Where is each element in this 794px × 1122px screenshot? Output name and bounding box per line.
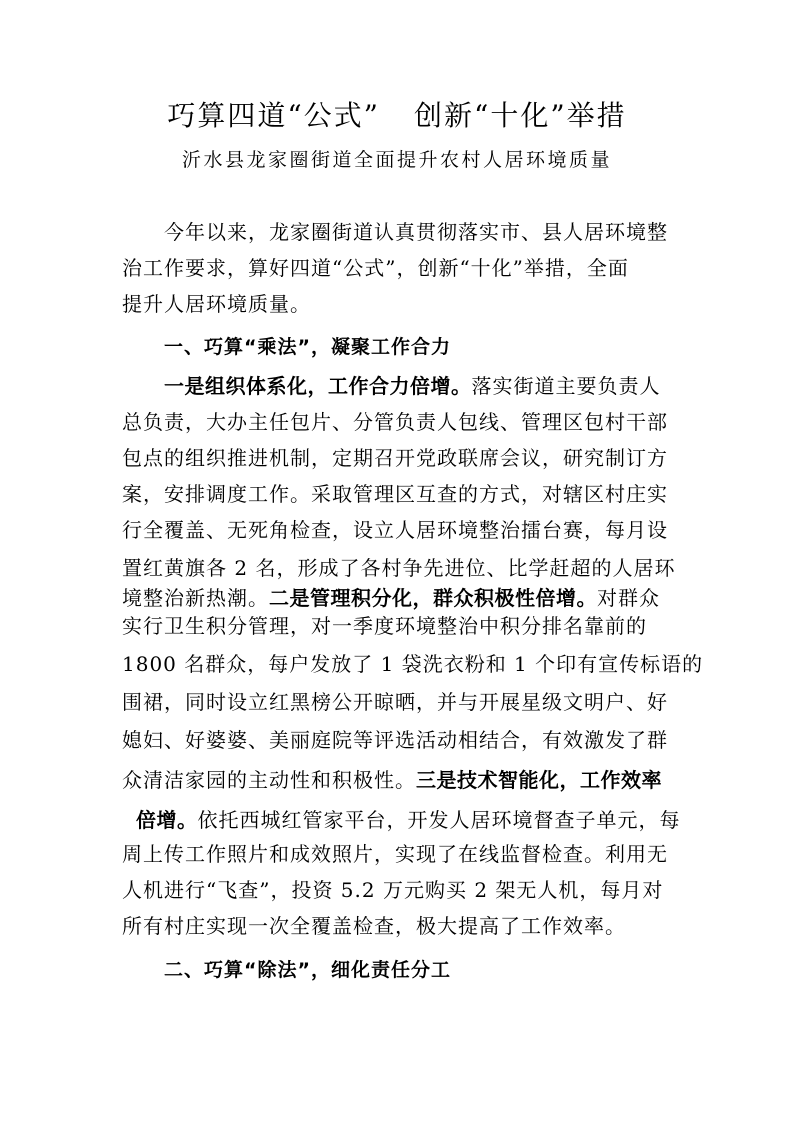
body-line: 境整治新热潮。二是管理积分化，群众积极性倍增。对群众 — [122, 586, 660, 610]
section-heading: 一、巧算“乘法”，凝聚工作合力 — [164, 336, 451, 358]
intro-line: 今年以来，龙家圈街道认真贯彻落实市、县人居环境整 — [164, 220, 668, 244]
body-line: 案，安排调度工作。采取管理区互查的方式，对辖区村庄实 — [122, 482, 668, 506]
bold-lead: 二是管理积分化，群众积极性倍增。 — [269, 586, 597, 610]
bold-lead: 三是技术智能化，工作效率 — [416, 768, 662, 792]
document-title — [0, 98, 794, 134]
bold-lead: 一是组织体系化，工作合力倍增。 — [164, 374, 472, 398]
body-line: 众清洁家园的主动性和积极性。三是技术智能化，工作效率 — [122, 768, 662, 792]
body-line: 所有村庄实现一次全覆盖检查，极大提高了工作效率。 — [122, 914, 626, 938]
bold-lead: 倍增。 — [136, 808, 198, 832]
body-line: 周上传工作照片和成效照片，实现了在线监督检查。利用无 — [122, 842, 668, 866]
body-line: 一是组织体系化，工作合力倍增。落实街道主要负责人 — [164, 374, 661, 398]
title-left: 巧算四道“公式” — [167, 99, 380, 132]
body-line: 人机进行“飞查”，投资 5.2 万元购买 2 架无人机，每月对 — [122, 878, 664, 902]
body-line: 媳妇、好婆婆、美丽庭院等评选活动相结合，有效激发了群 — [122, 728, 668, 752]
intro-line: 治工作要求，算好四道“公式”，创新“十化”举措，全面 — [122, 256, 629, 280]
body-line: 行全覆盖、无死角检查，设立人居环境整治擂台赛，每月设 — [122, 518, 668, 542]
body-line: 置红黄旗各 2 名，形成了各村争先进位、比学赶超的人居环 — [122, 556, 676, 580]
body-line: 总负责，大办主任包片、分管负责人包线、管理区包村干部 — [122, 410, 668, 434]
intro-line: 提升人居环境质量。 — [122, 292, 311, 316]
body-line: 包点的组织推进机制，定期召开党政联席会议，研究制订方 — [122, 446, 668, 470]
title-right: 创新“十化”举措 — [414, 99, 627, 132]
body-line: 1800 名群众，每户发放了 1 袋洗衣粉和 1 个印有宣传标语的 — [122, 652, 704, 676]
body-line: 围裙，同时设立红黑榜公开晾晒，并与开展星级文明户、好 — [122, 690, 668, 714]
section-heading: 二、巧算“除法”，细化责任分工 — [164, 959, 451, 981]
document-subtitle: 沂水县龙家圈街道全面提升农村人居环境质量 — [181, 149, 612, 171]
body-line: 倍增。依托西城红管家平台，开发人居环境督查子单元，每 — [136, 808, 681, 832]
body-line: 实行卫生积分管理，对一季度环境整治中积分排名靠前的 — [122, 614, 647, 638]
